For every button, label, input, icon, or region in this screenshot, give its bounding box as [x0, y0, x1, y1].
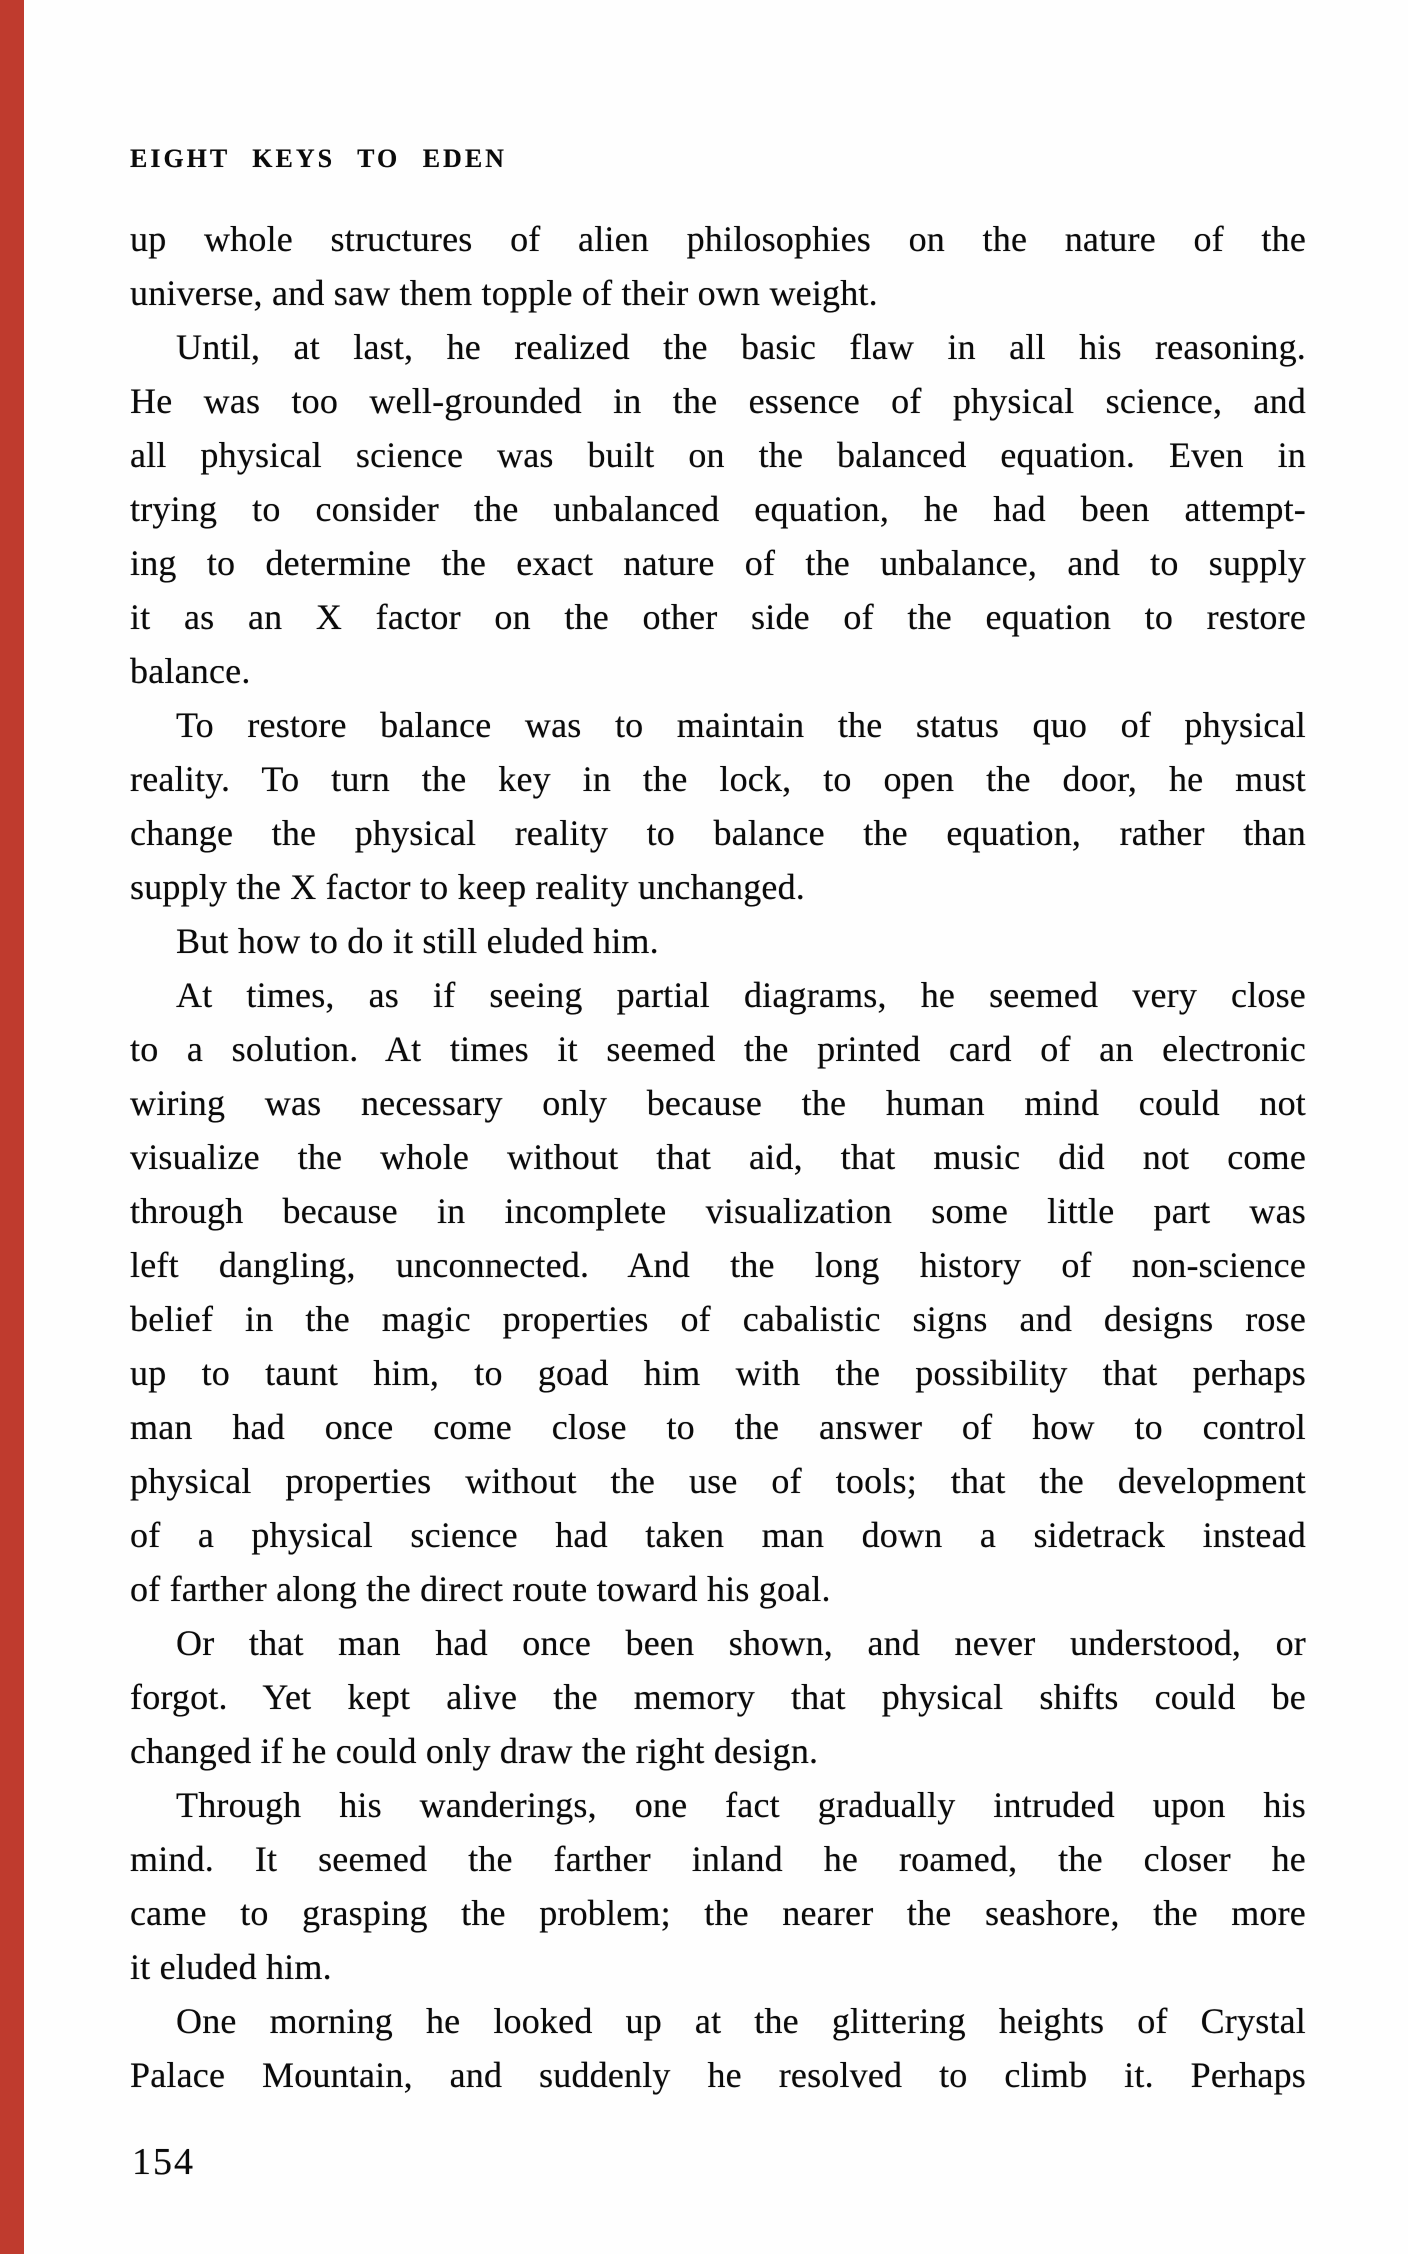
text-line: it eluded him.	[130, 1947, 332, 1987]
text-line: all physical science was built on the balanced equation. Even in	[130, 435, 1306, 475]
body-text	[130, 212, 1306, 2102]
text-line: change the physical reality to balance the equation, rather than	[130, 813, 1306, 853]
text-line: to a solution. At times it seemed the printed card of an electronic	[130, 1029, 1306, 1069]
text-line: mind. It seemed the farther inland he roamed, the closer he	[130, 1839, 1306, 1879]
text-line: universe, and saw them topple of their own weight.	[130, 273, 878, 313]
text-line: of farther along the direct route toward his goal.	[130, 1569, 831, 1609]
page-number: 154	[132, 2141, 195, 2183]
text-line: wiring was necessary only because the human mind could not	[130, 1083, 1306, 1123]
text-line: supply the X factor to keep reality unchanged.	[130, 867, 805, 907]
text-line: left dangling, unconnected. And the long history of non-science	[130, 1245, 1306, 1285]
text-line: of a physical science had taken man down a sidetrack instead	[130, 1515, 1306, 1555]
text-line: physical properties without the use of tools; that the development	[130, 1461, 1306, 1501]
text-line: balance.	[130, 651, 251, 691]
text-line: man had once come close to the answer of how to control	[130, 1407, 1306, 1447]
text-line: One morning he looked up at the glittering heights of Crystal	[176, 2001, 1306, 2041]
text-line: At times, as if seeing partial diagrams, he seemed very close	[176, 975, 1306, 1015]
text-line: But how to do it still eluded him.	[176, 921, 659, 961]
text-line: came to grasping the problem; the nearer the seashore, the more	[130, 1893, 1306, 1933]
text-line: ing to determine the exact nature of the unbalance, and to supply	[130, 543, 1306, 583]
text-line: up to taunt him, to goad him with the possibility that perhaps	[130, 1353, 1306, 1393]
page-edge-strip	[0, 0, 24, 2254]
text-line: changed if he could only draw the right design.	[130, 1731, 819, 1771]
running-header: EIGHT KEYS TO EDEN	[130, 144, 507, 173]
text-line: reality. To turn the key in the lock, to open the door, he must	[130, 759, 1306, 799]
text-line: Or that man had once been shown, and never understood, or	[176, 1623, 1306, 1663]
text-line: He was too well-grounded in the essence of physical science, and	[130, 381, 1306, 421]
text-line: Through his wanderings, one fact gradually intruded upon his	[176, 1785, 1306, 1825]
text-line: trying to consider the unbalanced equation, he had been attempt-	[130, 489, 1306, 529]
text-line: Until, at last, he realized the basic flaw in all his reasoning.	[176, 327, 1306, 367]
text-line: up whole structures of alien philosophies on the nature of the	[130, 219, 1306, 259]
text-line: visualize the whole without that aid, that music did not come	[130, 1137, 1306, 1177]
text-line: it as an X factor on the other side of the equation to restore	[130, 597, 1306, 637]
text-line: belief in the magic properties of cabalistic signs and designs rose	[130, 1299, 1306, 1339]
text-line: To restore balance was to maintain the status quo of physical	[176, 705, 1306, 745]
text-line: Palace Mountain, and suddenly he resolved to climb it. Perhaps	[130, 2055, 1306, 2095]
text-line: forgot. Yet kept alive the memory that physical shifts could be	[130, 1677, 1306, 1717]
text-line: through because in incomplete visualization some little part was	[130, 1191, 1306, 1231]
